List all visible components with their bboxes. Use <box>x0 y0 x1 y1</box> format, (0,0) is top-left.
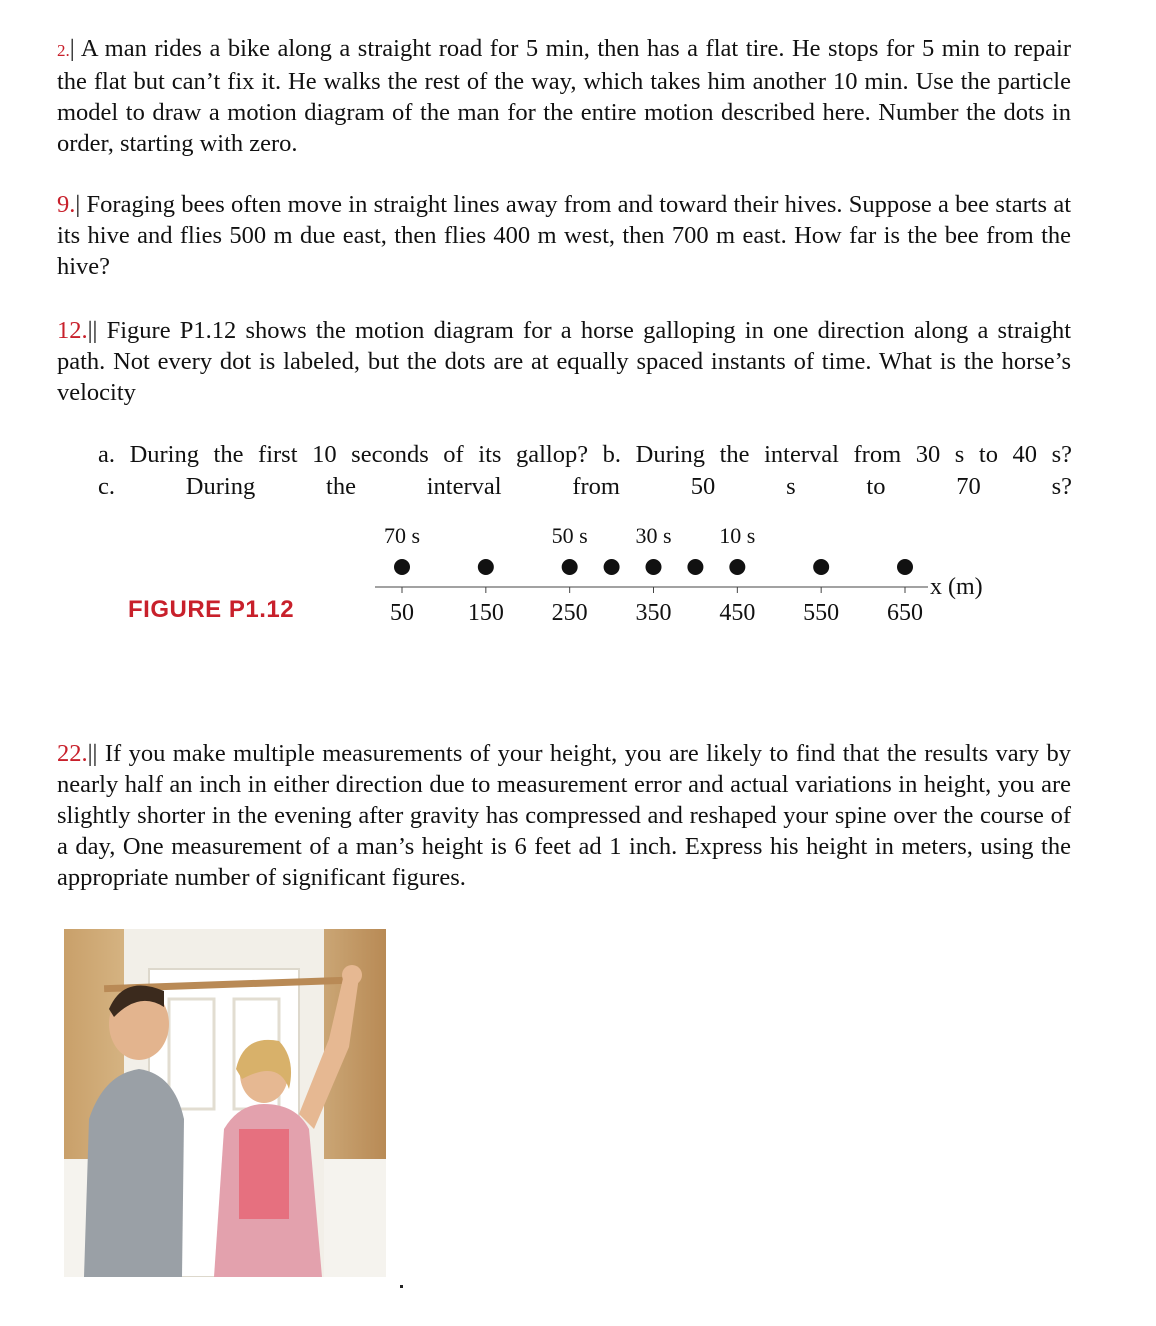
motion-dot <box>394 559 410 575</box>
problem-22 <box>57 738 1071 893</box>
tick-label: 350 <box>635 600 672 626</box>
problem-text: Foraging bees often move in straight lines away from and toward their hives. Suppose a bee starts at its hive and flies 500 m due east, then flies 400 m west, then 700 m east. How far is the bee from the hive? <box>57 191 1071 280</box>
difficulty-marker: | <box>69 35 75 62</box>
problem-text: Figure P1.12 shows the motion diagram for a horse galloping in one direction along a straight path. Not every dot is labeled, but the dots are at equally spaced instants of time. What is the horse’s velocity <box>57 317 1071 406</box>
axis-label: x (m) <box>930 574 983 600</box>
tick-label: 250 <box>551 600 588 626</box>
difficulty-marker: | <box>75 191 81 218</box>
motion-diagram <box>360 520 1020 630</box>
stray-dot <box>400 1285 403 1288</box>
time-label: 10 s <box>719 523 756 548</box>
motion-dot <box>687 559 703 575</box>
motion-dot <box>604 559 620 575</box>
tick-label: 50 <box>390 600 414 626</box>
tick-label: 450 <box>719 600 756 626</box>
motion-dot <box>729 559 745 575</box>
motion-dot <box>562 559 578 575</box>
problem-number: 2. <box>57 41 70 60</box>
time-label: 50 s <box>551 523 588 548</box>
motion-dot <box>646 559 662 575</box>
motion-dot <box>897 559 913 575</box>
problem-2 <box>57 33 1071 159</box>
tick-label: 550 <box>803 600 840 626</box>
problem-text: If you make multiple measurements of your height, you are likely to find that the results vary by nearly half an inch in either direction due to measurement error and actual variations in height, you are slightly shorter in the evening after gravity has compressed and reshaped your spine over the course of a day, One measurement of a man’s height is 6 feet ad 1 inch. Express his height in meters, using the appropriate number of significant figures. <box>57 740 1071 891</box>
difficulty-marker: || <box>87 317 98 344</box>
height-measurement-photo <box>64 929 386 1277</box>
problem-number: 12. <box>57 317 88 344</box>
tick-label: 650 <box>887 600 923 626</box>
time-label: 70 s <box>383 523 421 548</box>
problem-text: A man rides a bike along a straight road for 5 min, then has a flat tire. He stops for 5 min to repair the flat but can’t fix it. He walks the rest of the way, which takes him another 10 min. Use the particle model to draw a motion diagram of the man for the entire motion described here. Number the dots in order, starting with zero. <box>57 35 1071 157</box>
motion-dot <box>813 559 829 575</box>
problem-number: 22. <box>57 740 88 767</box>
problem-12 <box>57 315 1071 408</box>
difficulty-marker: || <box>87 740 98 767</box>
problem-9 <box>57 189 1071 282</box>
time-label: 30 s <box>635 523 672 548</box>
problem-12-parts-ab: a. During the first 10 seconds of its gallop? b. During the interval from 30 s to 40 s? <box>98 441 1072 468</box>
problem-number: 9. <box>57 191 76 218</box>
problem-12-part-c: c. During the interval from 50 s to 70 s? <box>98 473 1072 500</box>
motion-dot <box>478 559 494 575</box>
tick-label: 150 <box>467 600 504 626</box>
figure-caption: FIGURE P1.12 <box>128 596 295 623</box>
